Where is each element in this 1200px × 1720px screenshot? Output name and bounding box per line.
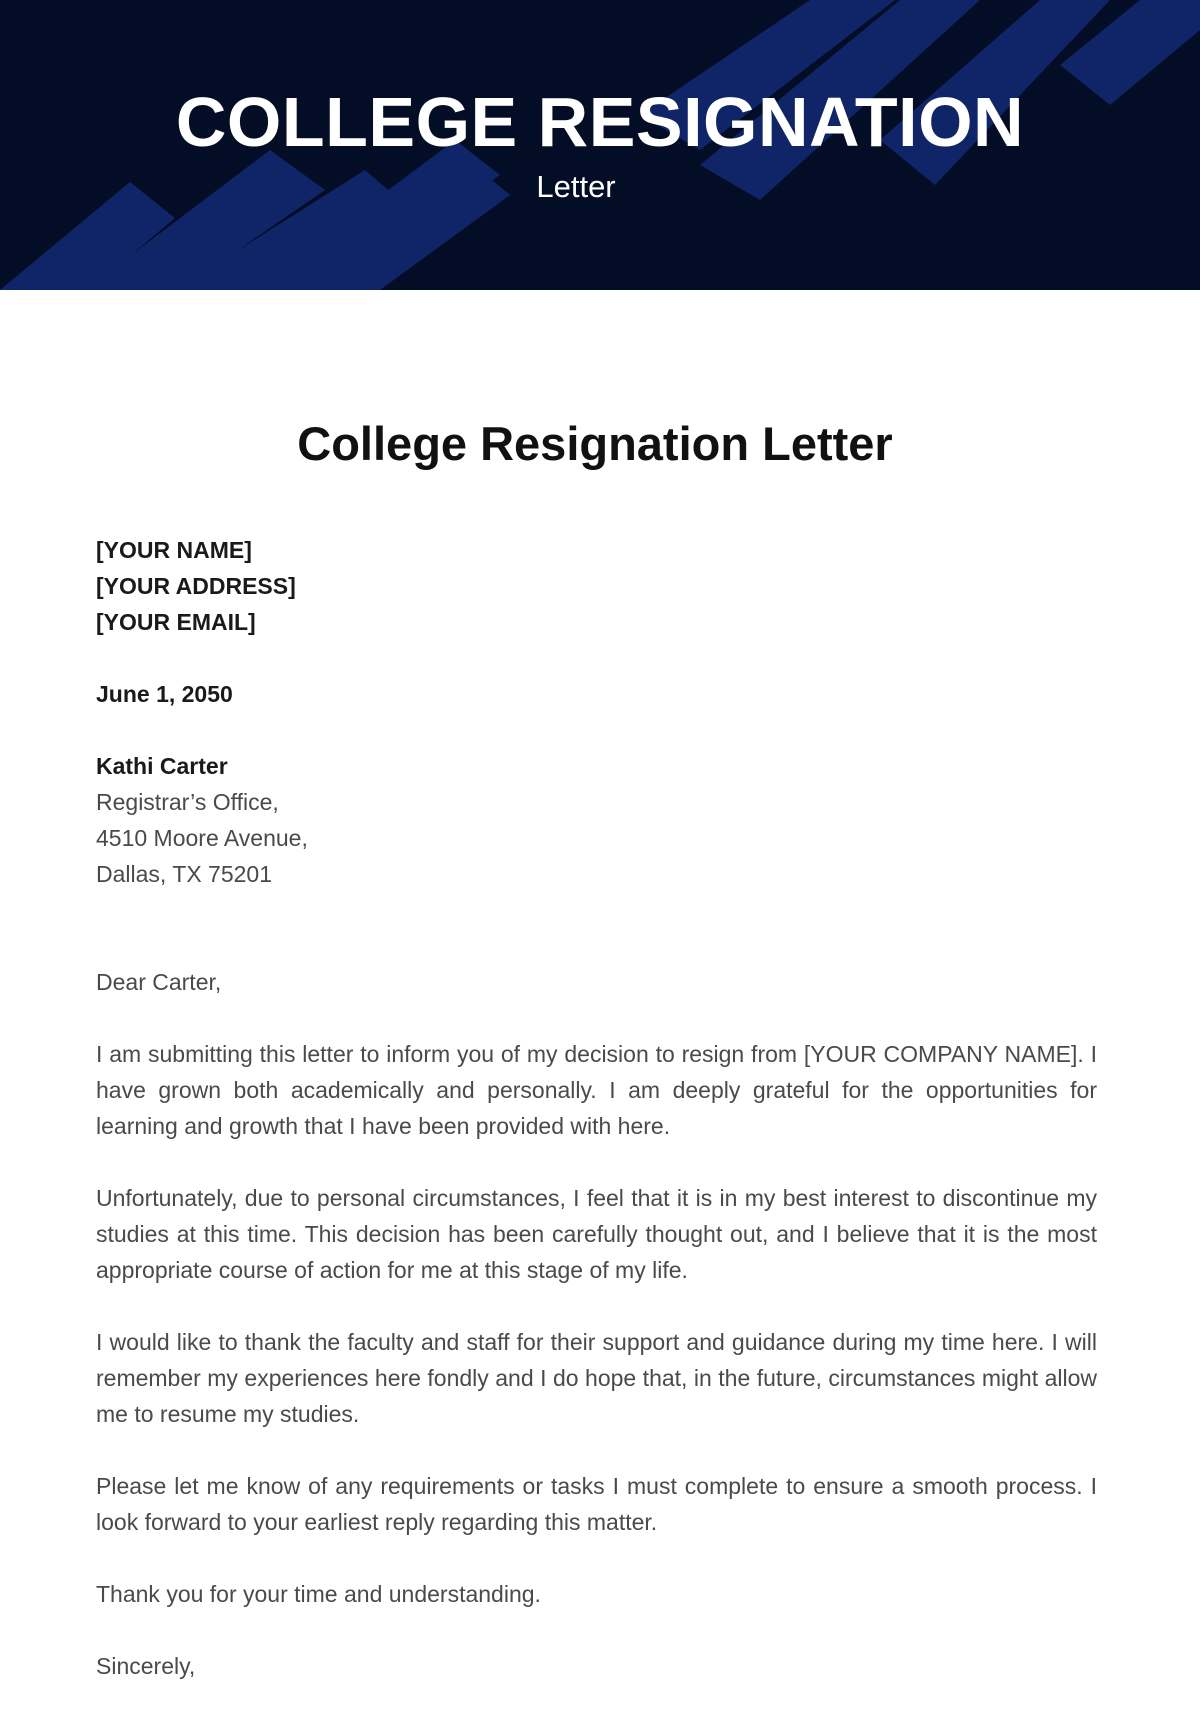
sender-address: [YOUR ADDRESS] xyxy=(96,573,296,599)
salutation: Dear Carter, xyxy=(96,969,222,995)
recipient-block xyxy=(96,748,1097,892)
sender-block xyxy=(96,532,1097,640)
paragraph: Unfortunately, due to personal circumstances, I feel that it is in my best interest to discontinue my studies at this time. This decision has been carefully thought out, and I believe that it is the most appropriate course of action for me at this stage of my life. xyxy=(96,1185,1097,1283)
paragraph: I am submitting this letter to inform you of my decision to resign from [YOUR COMPANY NAME]. I have grown both academically and personally. I am deeply grateful for the opportunities for learning and growth that I have been provided with here. xyxy=(96,1041,1097,1139)
recipient-name: Kathi Carter xyxy=(96,753,228,779)
paragraph: I would like to thank the faculty and staff for their support and guidance during my time here. I will remember my experiences here fondly and I do hope that, in the future, circumstances might allow me to resume my studies. xyxy=(96,1329,1097,1427)
document-title: College Resignation Letter xyxy=(297,417,893,470)
recipient-city: Dallas, TX 75201 xyxy=(96,861,273,887)
sender-name: [YOUR NAME] xyxy=(96,537,252,563)
letter-body xyxy=(96,532,1097,1720)
sender-email: [YOUR EMAIL] xyxy=(96,609,256,635)
recipient-street: 4510 Moore Avenue, xyxy=(96,825,308,851)
paragraph: Please let me know of any requirements or tasks I must complete to ensure a smooth process. I look forward to your earliest reply regarding this matter. xyxy=(96,1473,1097,1535)
banner-subtitle: Letter xyxy=(536,169,616,204)
letter-date: June 1, 2050 xyxy=(96,681,233,707)
banner-title: COLLEGE RESIGNATION xyxy=(175,83,1025,161)
header-banner xyxy=(0,0,1200,290)
paragraph: Thank you for your time and understanding. xyxy=(96,1581,541,1607)
recipient-office: Registrar’s Office, xyxy=(96,789,279,815)
closing: Sincerely, xyxy=(96,1653,196,1679)
